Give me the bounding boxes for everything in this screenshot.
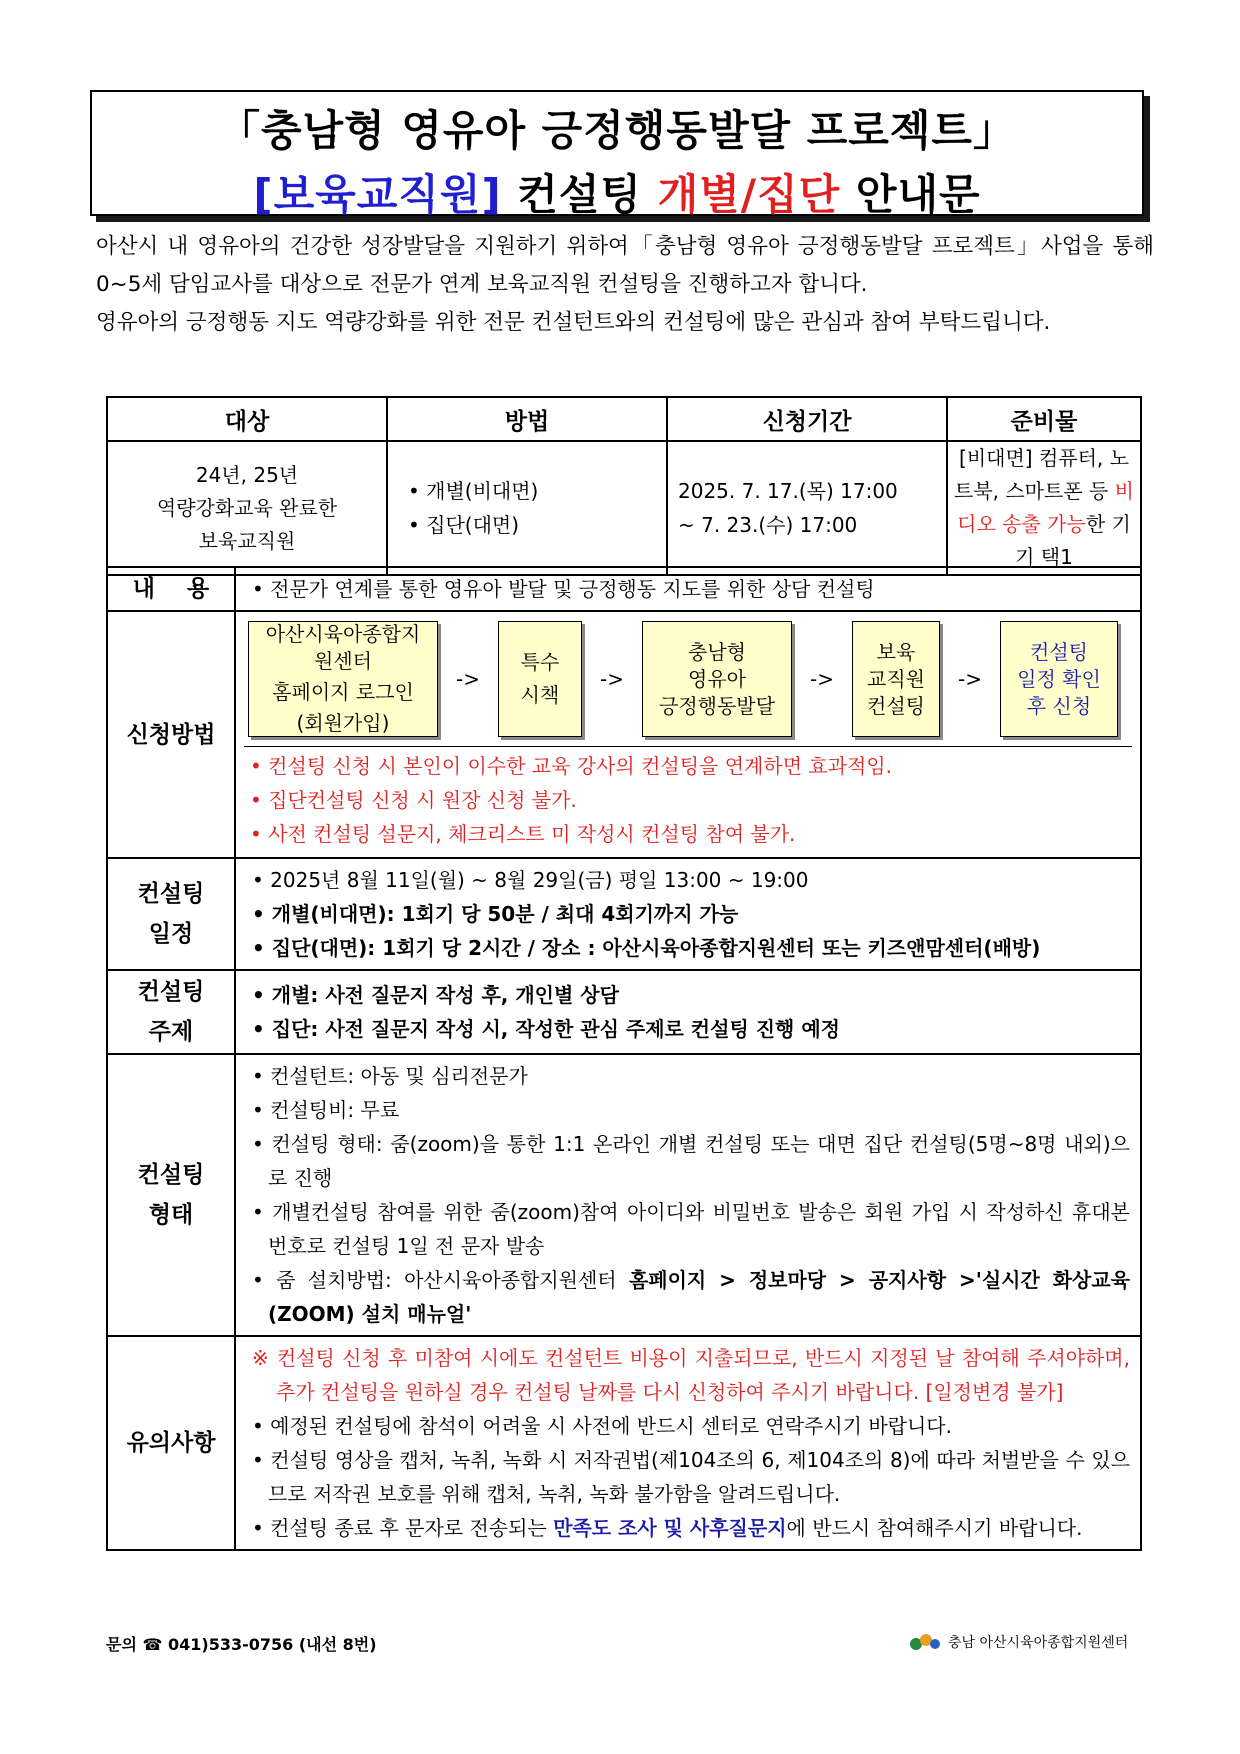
- schedule-cell: [235, 858, 1141, 970]
- label-line: 컨설팅: [137, 1162, 205, 1188]
- summary-row: [107, 441, 1141, 575]
- schedule-dates: • 2025년 8월 11일(월) ~ 8월 29일(금) 평일 13:00 ~ 19:00: [246, 863, 1130, 897]
- period-end: ~ 7. 23.(수) 17:00: [678, 513, 858, 537]
- flow-text: 보육: [876, 639, 916, 664]
- header-supplies: 준비물: [947, 397, 1141, 441]
- notice-survey: [246, 1511, 1130, 1545]
- form-item: • 컨설턴트: 아동 및 심리전문가: [246, 1059, 1130, 1093]
- method-item: • 개별(비대면): [402, 474, 665, 508]
- flow-text: 아산시육아종합지: [265, 622, 421, 646]
- flow-step-project: [642, 621, 792, 737]
- label-line: 컨설팅: [137, 979, 205, 1005]
- survey-highlight: 만족도 조사 및 사후질문지: [553, 1516, 787, 1540]
- survey-text-end: 에 반드시 참여해주시기 바랍니다.: [786, 1516, 1083, 1540]
- flow-text: 영유아: [688, 666, 746, 691]
- flow-text: 후 신청: [1026, 693, 1092, 718]
- intro-p1: 아산시 내 영유아의 건강한 성장발달을 지원하기 위하여「충남형 영유아 긍정행동발달 프로젝트」사업을 통해 0~5세 담임교사를 대상으로 전문가 연계 보육교직원 컨설팅을 진행하고자 합니다.: [96, 234, 1154, 297]
- intro: [96, 228, 1154, 342]
- content-label: 내 용: [107, 567, 235, 611]
- flow-text: 원센터: [314, 649, 372, 673]
- form-cell: [235, 1054, 1141, 1336]
- target-line: 보육교직원: [198, 528, 296, 553]
- apply-flow: [244, 612, 1132, 746]
- schedule-row: [107, 858, 1141, 970]
- title-line2: [92, 162, 1142, 222]
- schedule-label: [107, 858, 235, 970]
- flow-step-special: [498, 621, 582, 737]
- topic-row: [107, 970, 1141, 1054]
- apply-note: • 사전 컨설팅 설문지, 체크리스트 미 작성시 컨설팅 참여 불가.: [244, 817, 1132, 851]
- flow-text: 특수: [520, 650, 560, 674]
- schedule-individual: • 개별(비대면): 1회기 당 50분 / 최대 4회기까지 가능: [246, 897, 1130, 931]
- notice-cell: [235, 1336, 1141, 1550]
- header-period: 신청기간: [667, 397, 947, 441]
- title-box: [90, 90, 1144, 219]
- target-line: 24년, 25년: [195, 462, 299, 487]
- topic-item: • 개별: 사전 질문지 작성 후, 개인별 상담: [246, 978, 1130, 1012]
- content-text: • 전문가 연계를 통한 영유아 발달 및 긍정행동 지도를 위한 상담 컨설팅: [246, 572, 1130, 606]
- zoom-path: 홈페이지 > 정보마당 > 공지사항 >'실시간 화상교육(ZOOM) 설치 매뉴얼': [268, 1268, 1130, 1326]
- header-row: [107, 397, 1141, 441]
- title-notice: 안내문: [840, 170, 981, 219]
- flow-step-homepage: [248, 621, 438, 737]
- period-start: 2025. 7. 17.(목) 17:00: [678, 479, 898, 503]
- apply-note: • 집단컨설팅 신청 시 원장 신청 불가.: [244, 783, 1132, 817]
- content-cell: [235, 567, 1141, 611]
- form-item: • 컨설팅 형태: 줌(zoom)을 통한 1:1 온라인 개별 컨설팅 또는 대면 집단 컨설팅(5명~8명 내외)으로 진행: [246, 1127, 1130, 1195]
- intro-p2: 영유아의 긍정행동 지도 역량강화를 위한 전문 컨설턴트와의 컨설팅에 많은 관심과 참여 부탁드립니다.: [96, 310, 1051, 335]
- survey-text: 컨설팅 종료 후 문자로 전송되는: [270, 1516, 554, 1540]
- form-zoom-item: [246, 1263, 1130, 1331]
- topic-label: [107, 970, 235, 1054]
- contact-info: 문의 ☎ 041)533-0756 (내선 8번): [106, 1635, 377, 1654]
- notice-warning: ※ 컨설팅 신청 후 미참여 시에도 컨설턴트 비용이 지출되므로, 반드시 지정된 날 참여해 주셔야하며, 추가 컨설팅을 원하실 경우 컨설팅 날짜를 다시 신청하여 주시기 바랍니다. [일정변경 불가]: [252, 1346, 1130, 1404]
- center-logo-icon: [908, 1632, 942, 1652]
- flow-arrow: ->: [810, 667, 834, 691]
- period-cell: [667, 441, 947, 575]
- target-line: 역량강화교육 완료한: [156, 495, 338, 520]
- notice-item: • 컨설팅 영상을 캡처, 녹취, 녹화 시 저작권법(제104조의 6, 제104조의 8)에 따라 처벌받을 수 있으므로 저작권 보호를 위해 캡처, 녹취, 녹화 불가함을 알려드립니다.: [246, 1443, 1130, 1511]
- form-item: • 개별컨설팅 참여를 위한 줌(zoom)참여 아이디와 비밀번호 발송은 회원 가입 시 작성하신 휴대본 번호로 컨설팅 1일 전 문자 발송: [246, 1195, 1130, 1263]
- notice-item: • 예정된 컨설팅에 참석이 어려울 시 사전에 반드시 센터로 연락주시기 바랍니다.: [246, 1409, 1130, 1443]
- form-label: [107, 1054, 235, 1336]
- apply-note: • 컨설팅 신청 시 본인이 이수한 교육 강사의 컨설팅을 연계하면 효과적임.: [244, 749, 1132, 783]
- method-item: • 집단(대면): [402, 508, 665, 542]
- form-row: [107, 1054, 1141, 1336]
- flow-arrow: ->: [958, 667, 982, 691]
- target-cell: [107, 441, 387, 575]
- form-item: • 컨설팅비: 무료: [246, 1093, 1130, 1127]
- label-line: 컨설팅: [137, 881, 205, 907]
- flow-text: (회원가입): [296, 711, 390, 735]
- title-staff: [보육교직원]: [253, 170, 502, 219]
- header-method: 방법: [387, 397, 667, 441]
- zoom-text: 줌 설치방법: 아산시육아종합지원센터: [276, 1268, 629, 1292]
- apply-cell: [235, 611, 1141, 858]
- flow-text: 홈페이지 로그인: [272, 680, 414, 704]
- detail-table: [106, 566, 1142, 1551]
- supplies-text-end: 한 기기 택1: [1015, 512, 1131, 569]
- notice-label: 유의사항: [107, 1336, 235, 1550]
- flow-text: 컨설팅: [1030, 639, 1088, 664]
- apply-notes: [244, 746, 1132, 851]
- flow-text: 충남형: [688, 639, 746, 664]
- label-line: 형태: [148, 1202, 194, 1228]
- apply-row: [107, 611, 1141, 858]
- flow-step-apply: [1000, 621, 1118, 737]
- apply-label: 신청방법: [107, 611, 235, 858]
- info-table: [106, 396, 1142, 576]
- org-name: 충남 아산시육아종합지원센터: [948, 1635, 1129, 1651]
- title-line1: 「충남형 영유아 긍정행동발달 프로젝트」: [217, 106, 1017, 155]
- topic-item: • 집단: 사전 질문지 작성 시, 작성한 관심 주제로 컨설팅 진행 예정: [246, 1012, 1130, 1046]
- flow-text: 일정 확인: [1017, 666, 1101, 691]
- title-consulting: 컨설팅: [501, 170, 658, 219]
- supplies-text: [비대면] 컴퓨터, 노트북, 스마트폰 등: [954, 446, 1129, 503]
- method-cell: [387, 441, 667, 575]
- label-line: 주제: [148, 1019, 194, 1045]
- supplies-highlight: 비디오 송출 가능: [957, 479, 1134, 536]
- content-row: [107, 567, 1141, 611]
- flow-step-staff: [852, 621, 940, 737]
- topic-cell: [235, 970, 1141, 1054]
- flow-text: 컨설팅: [867, 693, 925, 718]
- notice-row: [107, 1336, 1141, 1550]
- title-type: 개별/집단: [657, 170, 841, 219]
- supplies-cell: [947, 441, 1141, 575]
- header-target: 대상: [107, 397, 387, 441]
- flow-arrow: ->: [600, 667, 624, 691]
- flow-text: 시책: [520, 683, 560, 707]
- schedule-group: • 집단(대면): 1회기 당 2시간 / 장소 : 아산시육아종합지원센터 또는 키즈앤맘센터(배방): [246, 931, 1130, 965]
- flow-text: 교직원: [867, 666, 925, 691]
- label-line: 일정: [148, 921, 194, 947]
- org-logo: [908, 1632, 1128, 1652]
- flow-text: 긍정행동발달: [659, 693, 775, 718]
- flow-arrow: ->: [456, 667, 480, 691]
